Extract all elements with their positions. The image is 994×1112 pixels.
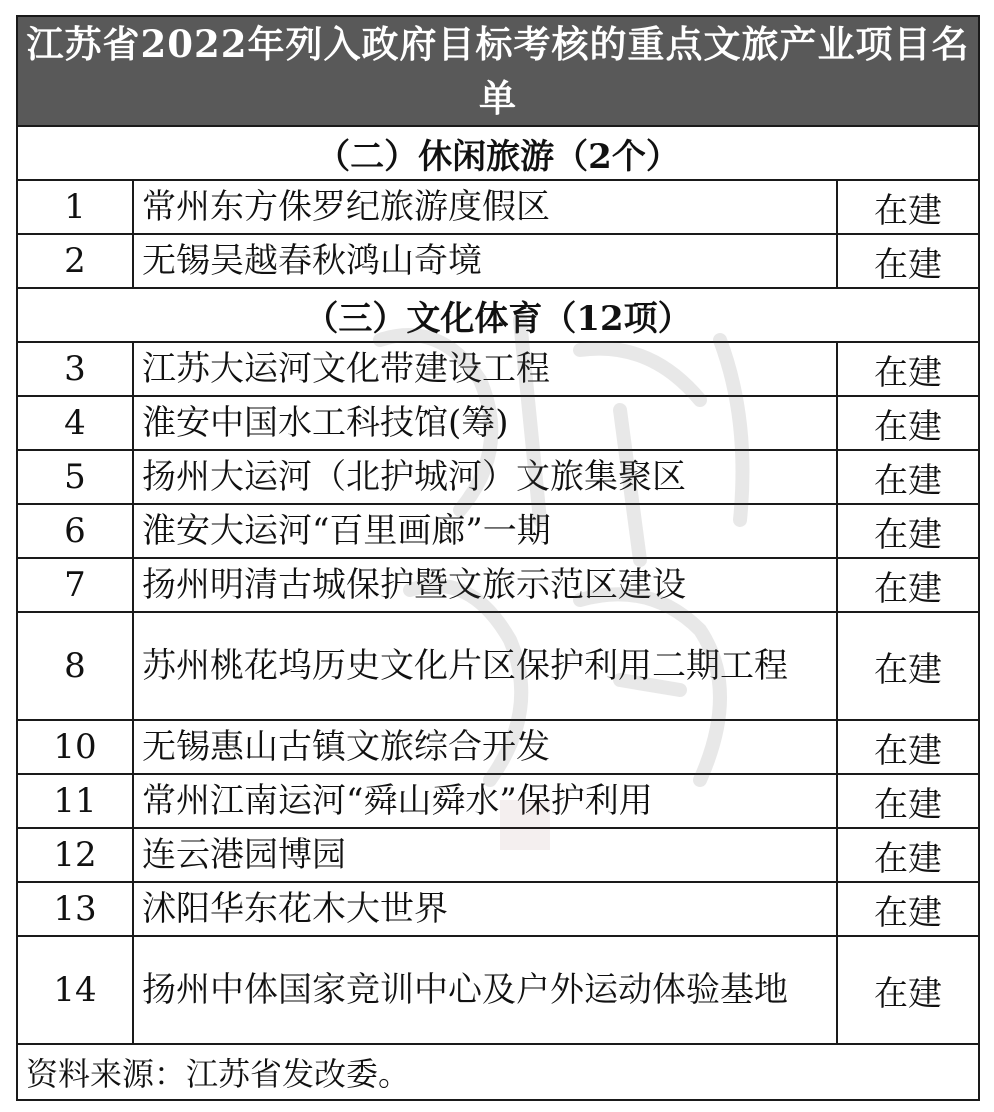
table-row [17,774,979,828]
project-name: 沭阳华东花木大世界 [133,882,837,936]
project-name: 淮安大运河“百里画廊”一期 [133,504,837,558]
table-row [17,558,979,612]
section-heading-leisure: （二）休闲旅游（2个） [17,126,979,180]
project-name: 扬州明清古城保护暨文旅示范区建设 [133,558,837,612]
project-name: 无锡吴越春秋鸿山奇境 [133,234,837,288]
table-row [17,504,979,558]
section-heading-culture-sports: （三）文化体育（12项） [17,288,979,342]
row-number: 14 [17,936,133,1044]
row-number: 8 [17,612,133,720]
project-name: 无锡惠山古镇文旅综合开发 [133,720,837,774]
row-number: 6 [17,504,133,558]
table-title: 江苏省2022年列入政府目标考核的重点文旅产业项目名单 [17,16,979,126]
project-status: 在建 [837,504,979,558]
project-status: 在建 [837,180,979,234]
project-status: 在建 [837,612,979,720]
row-number: 10 [17,720,133,774]
row-number: 5 [17,450,133,504]
source-note: 资料来源：江苏省发改委。 [17,1044,979,1100]
project-status: 在建 [837,828,979,882]
table-row [17,720,979,774]
project-name: 扬州大运河（北护城河）文旅集聚区 [133,450,837,504]
row-number: 13 [17,882,133,936]
table-row [17,828,979,882]
project-name: 苏州桃花坞历史文化片区保护利用二期工程 [133,612,837,720]
project-name: 常州江南运河“舜山舜水”保护利用 [133,774,837,828]
project-name: 江苏大运河文化带建设工程 [133,342,837,396]
row-number: 1 [17,180,133,234]
project-status: 在建 [837,882,979,936]
project-name: 扬州中体国家竞训中心及户外运动体验基地 [133,936,837,1044]
project-status: 在建 [837,774,979,828]
table-row [17,234,979,288]
project-name: 连云港园博园 [133,828,837,882]
table-row [17,936,979,1044]
row-number: 3 [17,342,133,396]
project-name: 常州东方侏罗纪旅游度假区 [133,180,837,234]
row-number: 7 [17,558,133,612]
table-row [17,612,979,720]
row-number: 11 [17,774,133,828]
row-number: 2 [17,234,133,288]
project-name: 淮安中国水工科技馆(筹) [133,396,837,450]
project-list-table-container [16,15,978,1097]
project-status: 在建 [837,342,979,396]
table-row [17,180,979,234]
table-row [17,450,979,504]
project-status: 在建 [837,558,979,612]
project-status: 在建 [837,720,979,774]
table-row [17,342,979,396]
row-number: 4 [17,396,133,450]
row-number: 12 [17,828,133,882]
project-status: 在建 [837,936,979,1044]
table-row [17,396,979,450]
table-row [17,882,979,936]
project-status: 在建 [837,450,979,504]
project-status: 在建 [837,234,979,288]
project-status: 在建 [837,396,979,450]
project-list-table [16,15,980,1101]
